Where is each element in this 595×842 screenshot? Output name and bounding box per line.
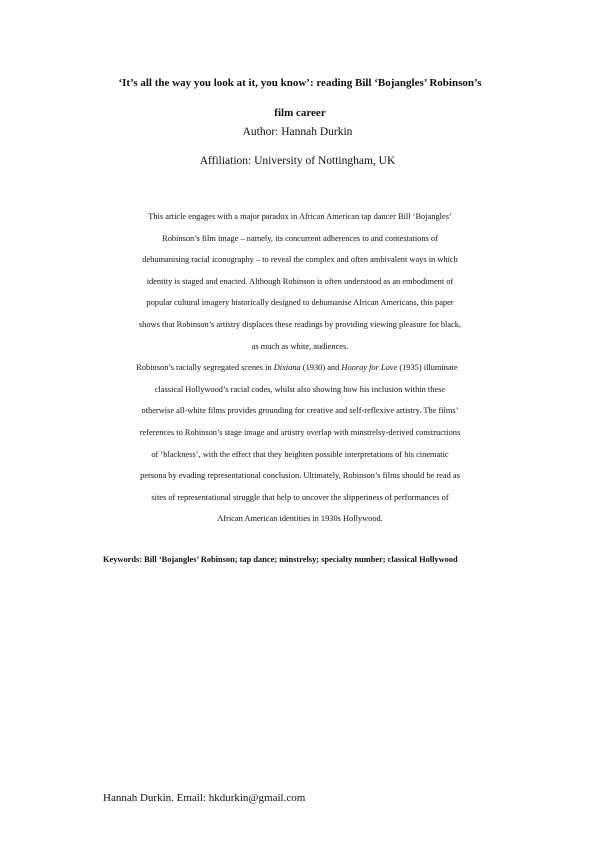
abstract-text: (1930) and — [300, 363, 342, 373]
abstract-line — [97, 357, 497, 379]
contact-footer: Hannah Durkin. Email: hkdurkin@gmail.com — [103, 792, 306, 804]
abstract-text: (1935) illuminate — [397, 363, 458, 373]
abstract — [100, 206, 500, 530]
affiliation-line: Affiliation: University of Nottingham, UK — [199, 155, 396, 167]
film-title-hooray-for-love: Hooray for Love — [341, 363, 398, 373]
title-line-1: ‘It’s all the way you look at it, you know’: reading Bill ‘Bojangles’ Robinson’s — [118, 77, 482, 89]
abstract-line: otherwise all-white films provides grounding for creative and self-reflexive artistry. The films’ — [141, 406, 459, 416]
abstract-line: classical Hollywood’s racial codes, whilst also showing how his inclusion within these — [154, 384, 446, 394]
author-line: Author: Hannah Durkin — [242, 126, 353, 138]
abstract-line: persona by evading representational conclusion. Ultimately, Robinson’s films should be read as — [140, 471, 460, 481]
abstract-line: of ‘blackness’, with the effect that they heighten possible interpretations of his cinematic — [151, 449, 449, 459]
keywords: Keywords: Bill ‘Bojangles’ Robinson; tap dance; minstrelsy; specialty number; classical Hollywood — [103, 555, 458, 564]
abstract-line: sites of representational struggle that help to uncover the slipperiness of performances of — [151, 492, 449, 502]
abstract-line: dehumanising racial iconography – to reveal the complex and often ambivalent ways in which — [142, 255, 458, 265]
abstract-text: Robinson’s racially segregated scenes in — [136, 363, 274, 373]
abstract-line: identity is staged and enacted. Although Robinson is often understood as an embodiment of — [146, 276, 454, 286]
abstract-line: popular cultural imagery historically designed to dehumanise African Americans, this paper — [146, 298, 454, 308]
abstract-line: as much as white, audiences. — [251, 341, 349, 351]
abstract-line: references to Robinson’s stage image and artistry overlap with minstrelsy-derived constructions — [139, 427, 461, 437]
abstract-line: African American identities in 1930s Hollywood. — [217, 514, 383, 524]
abstract-line: This article engages with a major paradox in African American tap dancer Bill ‘Bojangles’ — [148, 212, 452, 221]
abstract-line: shows that Robinson’s artistry displaces these readings by providing viewing pleasure for black, — [138, 319, 462, 329]
title-line-2: film career — [274, 107, 326, 119]
paper-title — [90, 68, 510, 128]
film-title-dixiana: Dixiana — [273, 363, 301, 373]
abstract-line: Robinson’s film image – namely, its concurrent adherences to and contestations of — [162, 233, 438, 243]
